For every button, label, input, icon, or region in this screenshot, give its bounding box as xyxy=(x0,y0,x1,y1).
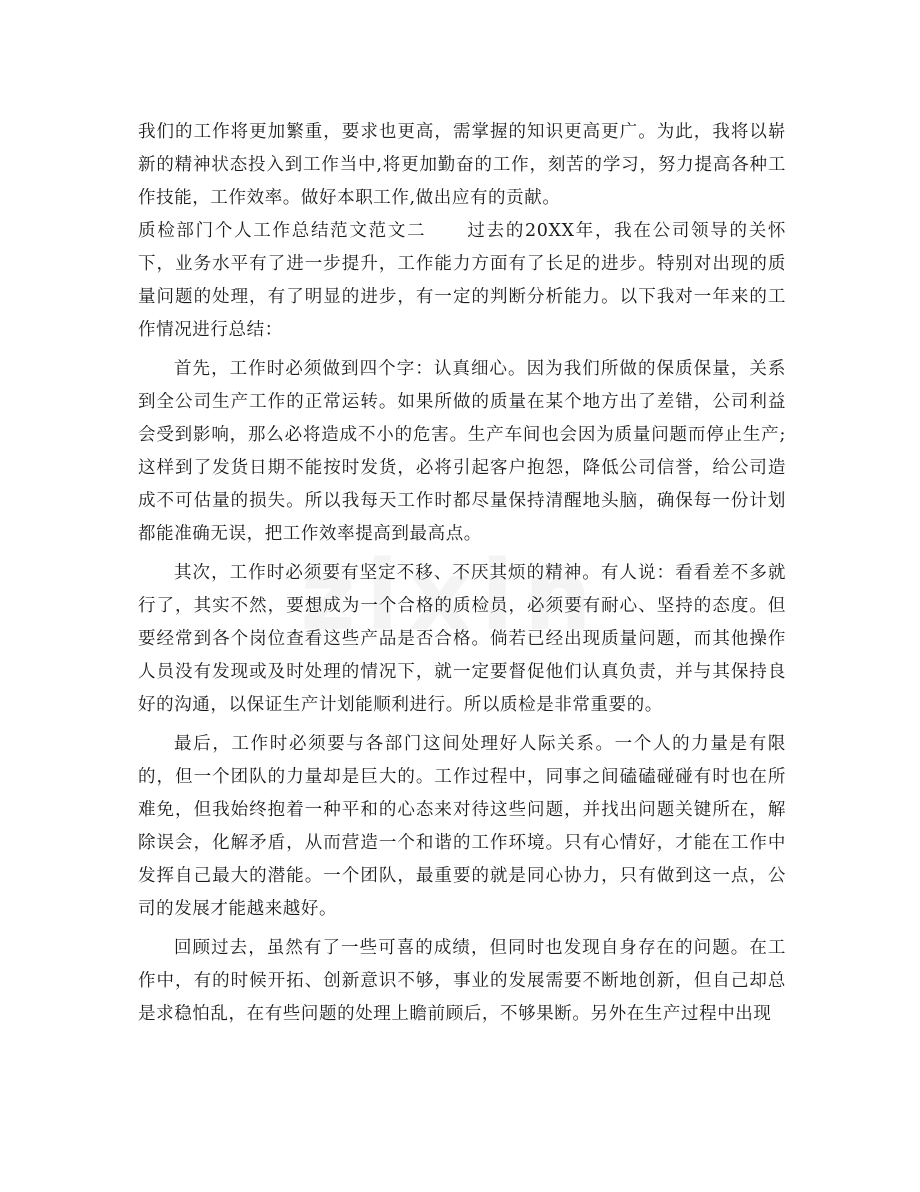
body-paragraph-third: 最后，工作时必须要与各部门这间处理好人际关系。一个人的力量是有限的，但一个团队的力量却是巨大的。工作过程中，同事之间磕磕碰碰有时也在所难免，但我始终抱着一种平和的心态来对待这些问题，并找出问题关键所在，解除误会，化解矛盾，从而营造一个和谐的工作环境。只有心情好，才能在工作中发挥自己最大的潜能。一个团队，最重要的就是同心协力，只有做到这一点，公司的发展才能越来越好。 xyxy=(138,734,786,919)
body-paragraph-fourth: 回顾过去，虽然有了一些可喜的成绩，但同时也发现自身存在的问题。在工作中，有的时候开拓、创新意识不够，事业的发展需要不断地创新，但自己却总是求稳怕乱，在有些问题的处理上瞻前顾后，不够果断。另外在生产过程中出现 xyxy=(138,938,786,1024)
section-title: 质检部门个人工作总结范文范文二 xyxy=(138,221,427,241)
section-heading-paragraph xyxy=(138,215,786,347)
body-paragraph-second: 其次，工作时必须要有坚定不移、不厌其烦的精神。有人说：看看差不多就行了，其实不然，要想成为一个合格的质检员，必须要有耐心、坚持的态度。但要经常到各个岗位查看这些产品是否合格。倘若已经出现质量问题，而其他操作人员没有发现或及时处理的情况下，就一定要督促他们认真负责，并与其保持良好的沟通，以保证生产计划能顺利进行。所以质检是非常重要的。 xyxy=(138,563,786,715)
body-paragraph-first: 首先，工作时必须做到四个字：认真细心。因为我们所做的保质保量，关系到全公司生产工作的正常运转。如果所做的质量在某个地方出了差错，公司利益会受到影响，那么必将造成不小的危害。生产车间也会因为质量问题而停止生产;这样到了发货日期不能按时发货，必将引起客户抱怨，降低公司信誉，给公司造成不可估量的损失。所以我每天工作时都尽量保持清醒地头脑，确保每一份计划都能准确无误，把工作效率提高到最高点。 xyxy=(138,359,786,544)
section-intro: 过去的20XX年，我在公司领导的关怀下，业务水平有了进一步提升，工作能力方面有了长足的进步。特别对出现的质量问题的处理，有了明显的进步，有一定的判断分析能力。以下我对一年来的工作情况进行总结： xyxy=(138,221,787,340)
document-body xyxy=(138,116,786,1031)
intro-paragraph: 我们的工作将更加繁重，要求也更高，需掌握的知识更高更广。为此，我将以崭新的精神状态投入到工作当中,将更加勤奋的工作，刻苦的学习，努力提高各种工作技能，工作效率。做好本职工作,做出应有的贡献。 xyxy=(138,122,786,208)
